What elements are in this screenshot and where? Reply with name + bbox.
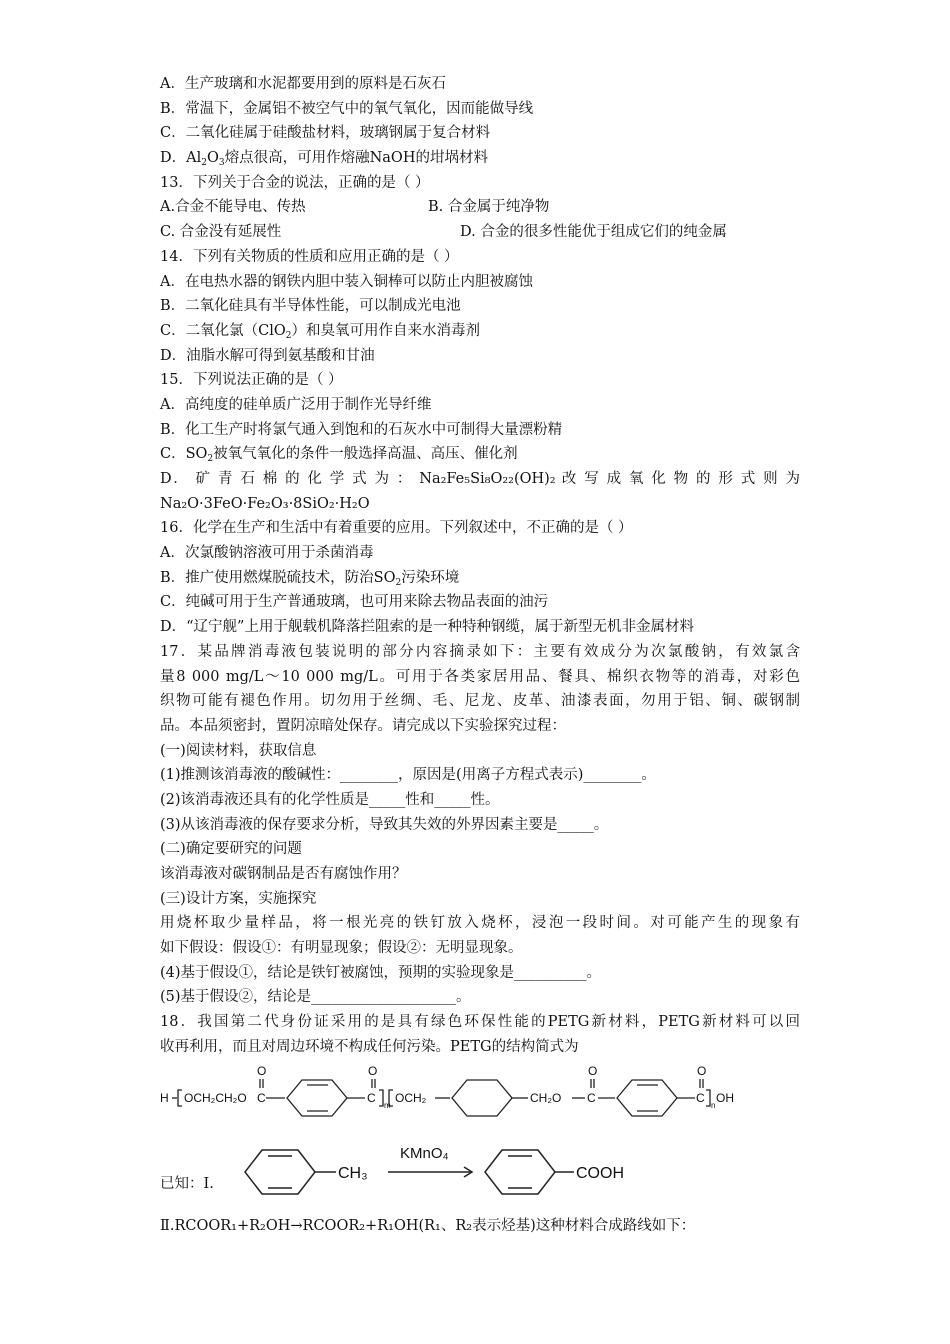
q17-procedure-line-2: 如下假设：假设①：有明显现象；假设②：无明显现象。 — [160, 940, 523, 957]
formula-m: m — [384, 1100, 391, 1110]
question-17-line-2: 量8 000 mg/L～10 000 mg/L。可用于各类家居用品、餐具、棉织衣物等的消毒，对彩色 — [160, 668, 800, 685]
text-span: D．Al — [160, 150, 202, 167]
subscript: 2 — [207, 454, 214, 465]
known-label: 已知：Ⅰ. — [160, 1175, 214, 1192]
formula-c4: C — [696, 1090, 705, 1105]
q14-option-a: A．在电热水器的钢铁内胆中装入铜棒可以防止内胆被腐蚀 — [160, 273, 533, 290]
text-span: 污染环境 — [401, 569, 460, 586]
option-d-line — [160, 146, 800, 171]
question-15: 15．下列说法正确的是（ ） — [160, 372, 343, 389]
q15-option-d-cont: Na₂O·3FeO·Fe₂O₃·8SiO₂·H₂O — [160, 495, 370, 512]
q17-item-5: (5)基于假设②，结论是____________________。 — [160, 989, 471, 1006]
structure-labels — [160, 1064, 734, 1110]
formula-c3: C — [587, 1090, 596, 1105]
formula-c1: C — [257, 1090, 266, 1105]
text-span: ）和臭氧可用作自来水消毒剂 — [291, 322, 480, 339]
oxidation-reaction — [160, 1132, 800, 1202]
formula-o4: O — [697, 1063, 707, 1078]
q13-option-b: B. 合金属于纯净物 — [428, 199, 550, 216]
formula-o3: O — [588, 1063, 598, 1078]
question-17-line-4: 品。本品须密封，置阴凉暗处保存。请完成以下实验探究过程： — [160, 717, 566, 734]
text-span: 熔点很高，可用作熔融NaOH的坩埚材料 — [224, 150, 488, 167]
known-ii-line: Ⅱ.RCOOR₁+R₂OH→RCOOR₂+R₁OH(R₁、R₂表示烃基)这种材料合成路线如下： — [160, 1217, 696, 1234]
formula-c2: C — [367, 1090, 376, 1105]
text-span: C．SO — [160, 446, 208, 463]
subscript: 3 — [218, 158, 225, 169]
carboxyl-label: COOH — [576, 1164, 624, 1182]
q14-option-b: B．二氧化硅具有半导体性能，可以制成光电池 — [160, 298, 461, 315]
subscript: 2 — [201, 158, 207, 169]
subscript: 2 — [285, 330, 292, 341]
text-span: B．推广使用燃煤脱硫技术，防治SO — [160, 569, 396, 586]
formula-h: H — [160, 1090, 169, 1105]
q17-item-2: (2)该消毒液还具有的化学性质是_____性和_____性。 — [160, 791, 500, 808]
option-c-line: C．二氧化硅属于硅酸盐材料，玻璃钢属于复合材料 — [160, 125, 491, 142]
q15-option-d: D． 矿 青 石 棉 的 化 学 式 为 ： Na₂Fe₅Si₈O₂₂(OH)₂ 改 写 成 氧 化 物 的 形 式 则 为 — [160, 471, 800, 487]
reaction-labels — [338, 1145, 624, 1182]
question-13: 13．下列关于合金的说法，正确的是（ ） — [160, 174, 430, 191]
question-16: 16．化学在生产和生活中有着重要的应用。下列叙述中，不正确的是（ ） — [160, 520, 633, 537]
formula-o2: O — [368, 1063, 378, 1078]
q14-option-d: D．油脂水解可得到氨基酸和甘油 — [160, 347, 375, 364]
formula-oh: OH — [716, 1090, 734, 1105]
q17-item-3: (3)从该消毒液的保存要求分析，导致其失效的外界因素主要是_____。 — [160, 816, 609, 833]
reaction-svg — [240, 1132, 760, 1202]
q13-options-row-1 — [160, 195, 800, 220]
option-a-line: A．生产玻璃和水泥都要用到的原料是石灰石 — [160, 76, 446, 92]
q15-option-a: A．高纯度的硅单质广泛用于制作光导纤维 — [160, 396, 432, 413]
question-17-line-1: 17．某品牌消毒液包装说明的部分内容摘录如下：主要有效成分为次氯酸钠，有效氯含 — [160, 643, 800, 660]
q13-option-a: A.合金不能导电、传热 — [160, 199, 306, 216]
q16-option-c: C．纯碱可用于生产普通玻璃，也可用来除去物品表面的油污 — [160, 594, 549, 611]
formula-seg2: OCH₂ — [395, 1090, 427, 1105]
reagent-label: KMnO₄ — [400, 1144, 449, 1162]
formula-seg3: CH₂O — [530, 1090, 562, 1105]
q15-option-c — [160, 442, 800, 467]
q17-section-1: (一)阅读材料，获取信息 — [160, 742, 317, 759]
petg-structure-svg — [160, 1062, 800, 1124]
q17-section-2: (二)确定要研究的问题 — [160, 841, 302, 858]
option-b-line: B．常温下，金属铝不被空气中的氧气氧化，因而能做导线 — [160, 100, 534, 117]
q16-option-a: A．次氯酸钠溶液可用于杀菌消毒 — [160, 545, 374, 562]
q17-item-4: (4)基于假设①，结论是铁钉被腐蚀，预期的实验现象是__________。 — [160, 964, 602, 981]
text-span: 被氧气氧化的条件一般选择高温、高压、催化剂 — [213, 446, 518, 463]
q17-question: 该消毒液对碳钢制品是否有腐蚀作用？ — [160, 866, 407, 882]
question-18-line-1: 18．我国第二代身份证采用的是具有绿色环保性能的PETG新材料，PETG新材料可以回 — [160, 1014, 800, 1031]
document-page — [160, 72, 800, 1238]
q14-option-c — [160, 319, 800, 344]
q16-option-d: D．“辽宁舰”上用于舰载机降落拦阻索的是一种特种钢缆，属于新型无机非金属材料 — [160, 619, 694, 636]
question-17-line-3: 织物可能有褪色作用。切勿用于丝绸、毛、尼龙、皮革、油漆表面，勿用于铝、铜、碳钢制 — [160, 693, 800, 710]
formula-seg1: OCH₂CH₂O — [184, 1090, 247, 1105]
text-span: O — [206, 150, 219, 167]
formula-o1: O — [257, 1063, 267, 1078]
question-18-line-2: 收再利用，而且对周边环境不构成任何污染。PETG的结构简式为 — [160, 1038, 579, 1055]
petg-structure-formula — [160, 1062, 800, 1124]
q16-option-b — [160, 566, 800, 591]
question-14: 14．下列有关物质的性质和应用正确的是（ ） — [160, 248, 459, 265]
q17-item-1: (1)推测该消毒液的酸碱性：________，原因是(用离子方程式表示)________。 — [160, 767, 656, 784]
q17-section-3: (三)设计方案，实施探究 — [160, 890, 317, 907]
q15-option-b: B．化工生产时将氯气通入到饱和的石灰水中可制得大量漂粉精 — [160, 421, 563, 438]
q13-option-c: C. 合金没有延展性 — [160, 224, 282, 241]
q17-procedure-line-1: 用烧杯取少量样品，将一根光亮的铁钉放入烧杯，浸泡一段时间。对可能产生的现象有 — [160, 915, 800, 932]
q13-option-d: D. 合金的很多性能优于组成它们的纯金属 — [460, 224, 727, 241]
q13-options-row-2 — [160, 220, 800, 245]
formula-n: n — [711, 1100, 716, 1110]
structure-bonds — [172, 1079, 710, 1116]
subscript: 2 — [395, 577, 402, 588]
methyl-label: CH₃ — [338, 1164, 368, 1182]
text-span: C．二氧化氯（ClO — [160, 322, 286, 339]
